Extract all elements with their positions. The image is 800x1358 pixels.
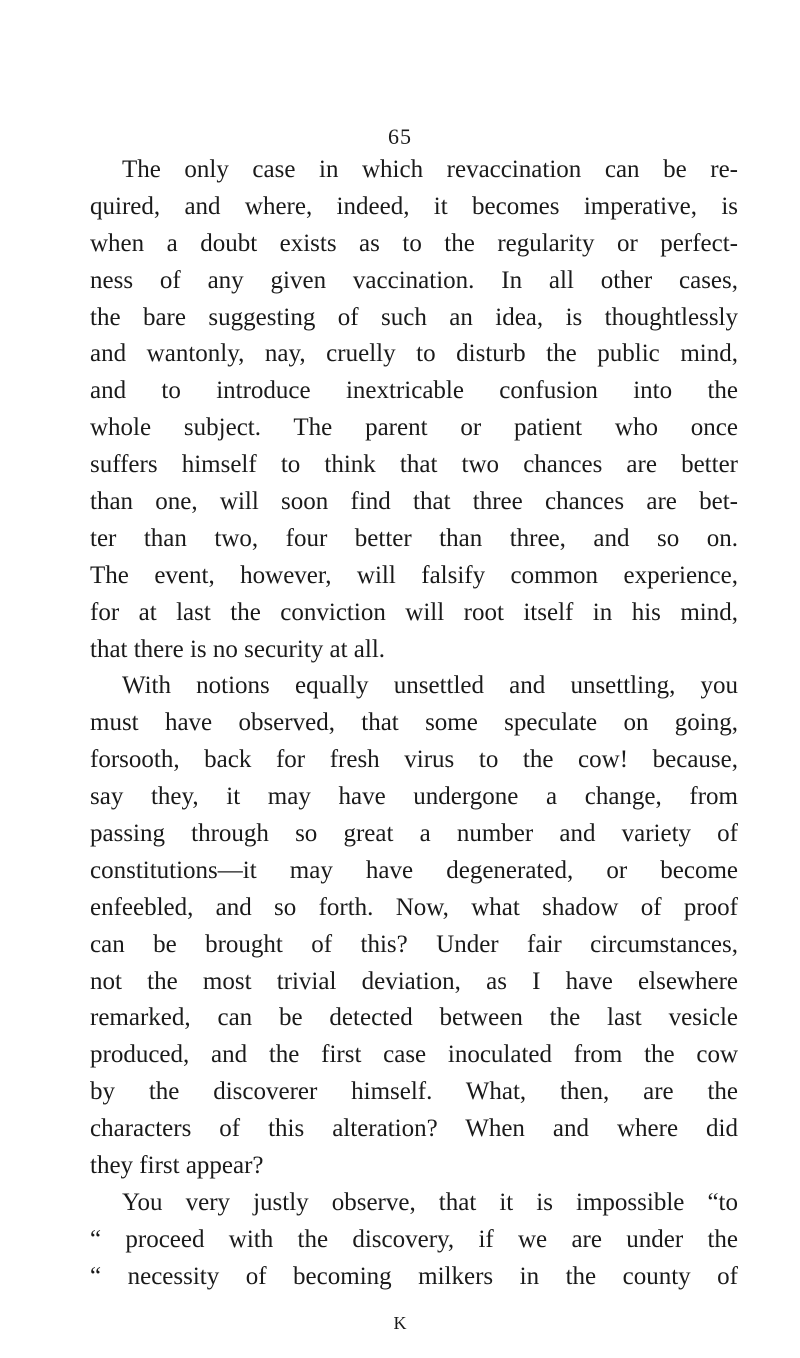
text-line: ness of any given vaccination. In all other cases, [90,266,738,294]
text-line: ter than two, four better than three, and so on. [90,524,738,552]
text-line: and wantonly, nay, cruelly to disturb the public mind, [90,340,738,368]
text-line: With notions equally unsettled and unsettling, you [122,672,738,700]
text-line: passing through so great a number and variety of [90,820,738,848]
text-line: and to introduce inextricable confusion into the [90,377,738,405]
text-line: produced, and the first case inoculated from the cow [90,1041,738,1069]
text-line: not the most trivial deviation, as I have elsewhere [90,967,738,995]
text-line: the bare suggesting of such an idea, is thoughtlessly [90,303,738,331]
text-line: “ necessity of becoming milkers in the county of [90,1262,738,1290]
text-line: by the discoverer himself. What, then, are the [90,1078,738,1106]
text-line: can be brought of this? Under fair circumstances, [90,930,738,958]
text-line: when a doubt exists as to the regularity or perfect- [90,229,738,257]
text-line: characters of this alteration? When and where did [90,1115,738,1143]
body-text [90,152,738,1296]
text-line: quired, and where, indeed, it becomes imperative, is [90,192,738,220]
text-line: for at last the conviction will root itself in his mind, [90,598,738,626]
text-line: suffers himself to think that two chances are better [90,451,738,479]
text-line: remarked, can be detected between the last vesicle [90,1004,738,1032]
text-line: than one, will soon find that three chances are bet- [90,488,738,516]
text-line: that there is no security at all. [90,635,386,663]
page-number: 65 [388,124,412,149]
text-line: “ proceed with the discovery, if we are under the [90,1225,738,1253]
signature-mark: K [393,1313,407,1333]
text-line: The event, however, will falsify common experience, [90,561,738,589]
text-line: say they, it may have undergone a change, from [90,783,738,811]
text-line: The only case in which revaccination can be re- [122,156,738,183]
text-line: You very justly observe, that it is impossible “to [122,1188,738,1216]
text-line: enfeebled, and so forth. Now, what shadow of proof [90,893,738,921]
text-line: constitutions—it may have degenerated, or become [90,856,738,884]
text-line: forsooth, back for fresh virus to the cow! because, [90,746,738,774]
text-line: whole subject. The parent or patient who once [90,414,738,442]
text-line: they first appear? [90,1152,264,1180]
text-line: must have observed, that some speculate on going, [90,709,738,737]
